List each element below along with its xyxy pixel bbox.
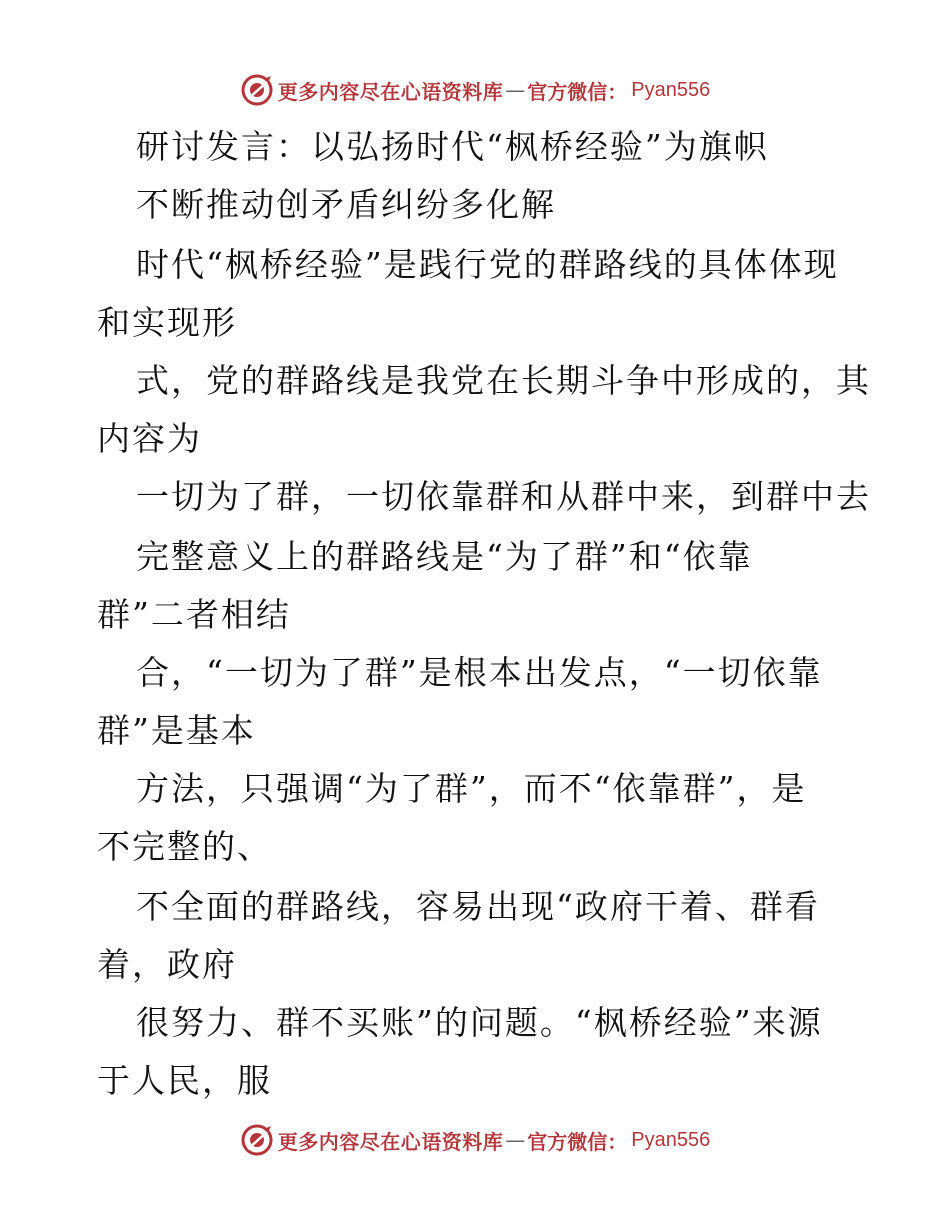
text-line: 式，党的群路线是我党在长期斗争中形成的，其	[136, 361, 871, 400]
text-line: 时代“枫桥经验”是践行党的群路线的具体体现	[136, 245, 839, 284]
banner-text: 更多内容尽在心语资料库	[277, 1129, 504, 1154]
banner-separator: —	[505, 1128, 526, 1152]
text-line: 于人民，服	[97, 1061, 272, 1100]
wechat-label: 官方微信：	[527, 1129, 628, 1154]
banner-text: 更多内容尽在心语资料库	[277, 79, 504, 104]
text-line: 一切为了群，一切依靠群和从群中来，到群中去	[136, 477, 871, 516]
header-banner	[0, 70, 950, 110]
text-line: 群”是基本	[97, 711, 256, 750]
text-line: 不全面的群路线，容易出现“政府干着、群看	[136, 887, 820, 926]
text-line: 不完整的、	[97, 827, 272, 866]
title-line-2: 不断推动创矛盾纠纷多化解	[136, 185, 556, 224]
text-line: 和实现形	[97, 303, 237, 342]
text-line: 完整意义上的群路线是“为了群”和“依靠	[136, 537, 753, 576]
title-line-1: 研讨发言：以弘扬时代“枫桥经验”为旗帜	[136, 127, 769, 166]
text-line: 内容为	[97, 419, 202, 458]
footer-banner	[0, 1120, 950, 1160]
banner-separator: —	[505, 78, 526, 102]
wechat-id: Pyan556	[631, 78, 711, 101]
text-line: 方法，只强调“为了群”，而不“依靠群”，是	[136, 769, 807, 808]
text-line: 着，政府	[97, 945, 237, 984]
wechat-id: Pyan556	[631, 1128, 711, 1151]
logo-icon	[240, 73, 274, 107]
wechat-label: 官方微信：	[527, 79, 628, 104]
logo-icon	[240, 1123, 274, 1157]
text-line: 合，“一切为了群”是根本出发点，“一切依靠	[136, 653, 823, 692]
text-line: 很努力、群不买账”的问题。“枫桥经验”来源	[136, 1003, 823, 1042]
text-line: 群”二者相结	[97, 595, 291, 634]
